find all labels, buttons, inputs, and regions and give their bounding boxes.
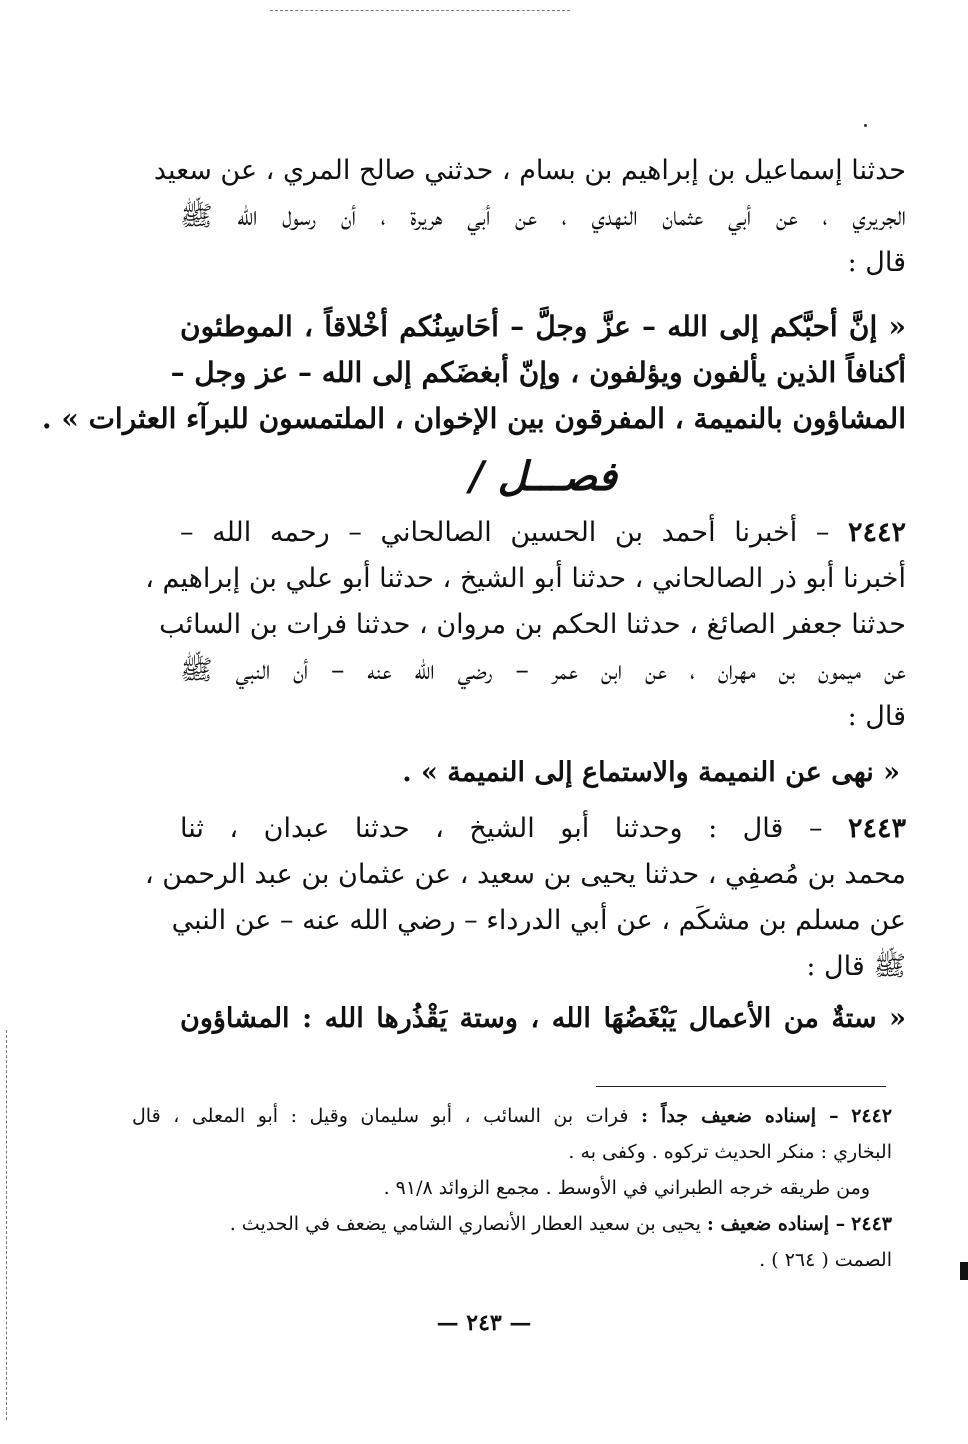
entry-number: ٢٤٤٢ [847,517,906,548]
text-line: عن ميمون بن مهران ، عن ابن عمر – رضي الله عنه – أن النبي ﷺ [180,655,906,686]
text-line: حدثنا جعفر الصائغ ، حدثنا الحكم بن مروان ، حدثنا فرات بن السائب [159,609,906,640]
right-edge-mark [960,1262,968,1280]
text-line: حدثنا إسماعيل بن إبراهيم بن بسام ، حدثني صالح المري ، عن سعيد [153,155,906,186]
footnote-label: – إسناده ضعيف : [706,1213,846,1235]
entry-2442 [145,510,906,796]
text-line: قال : [847,247,906,278]
left-margin-marks [6,1030,9,1420]
footnote-number: ٢٤٤٣ [851,1213,892,1235]
entry-number: ٢٤٤٣ [847,813,906,844]
scan-speck [864,124,867,127]
entry-2443 [144,806,906,1042]
hadith-line: « إنَّ أحبَّكم إلى الله – عزَّ وجلَّ – أحَاسِنُكم أخْلاقاً ، الموطئون [180,310,906,343]
page-number: — ٢٤٣ — [436,1310,532,1336]
text-line: ﷺ قال : [806,951,906,982]
text-line: أخبرنا أبو ذر الصالحاني ، حدثنا أبو الشيخ ، حدثنا أبو علي بن إبراهيم ، [145,563,906,594]
footnote-text: ومن طريقه خرجه الطبراني في الأوسط . مجمع الزوائد ٩١/٨ . [383,1177,870,1199]
footnote-separator [596,1086,886,1087]
paragraph-isnad-1 [153,148,906,286]
footnote-2443 [132,1206,892,1242]
hadith-text-2: « نهى عن النميمة والاستماع إلى النميمة » . [402,757,900,788]
footnote-text: الصمت ( ٢٦٤ ) . [759,1249,892,1271]
hadith-text-3: « ستةٌ من الأعمال يَبْغَضُهَا الله ، وستة يَقْذُرها الله : المشاؤون [180,1003,906,1034]
text-line: الجريري ، عن أبي عثمان النهدي ، عن أبي هريرة ، أن رسول الله ﷺ [180,201,906,232]
footnote-label: – إسناده ضعيف جداً : [640,1105,839,1127]
footnote-2442 [132,1098,892,1134]
footnote-text: البخاري : منكر الحديث تركوه . وكفى به . [568,1141,892,1163]
footnote-text: يحيى بن سعيد العطار الأنصاري الشامي يضعف في الحديث . [229,1213,701,1235]
text-line: – أخبرنا أحمد بن الحسين الصالحاني – رحمه الله – [180,517,830,548]
main-text [41,148,906,1042]
text-line: محمد بن مُصفِي ، حدثنا يحيى بن سعيد ، عن عثمان بن عبد الرحمن ، [144,859,906,890]
footnote-text: فرات بن السائب ، أبو سليمان وقيل : أبو المعلى ، قال [132,1105,629,1127]
footnote-number: ٢٤٤٢ [851,1105,893,1127]
text-line: قال : [847,701,906,732]
text-line: عن مسلم بن مشكَم ، عن أبي الدرداء – رضي الله عنه – عن النبي [171,905,906,936]
footnotes [132,1098,892,1278]
section-heading: فصـــل / [469,453,617,500]
hadith-line: المشاؤون بالنميمة ، المفرقون بين الإخوان ، الملتمسون للبرآء العثرات » . [41,402,906,435]
hadith-line: أكنافاً الذين يألفون ويؤلفون ، وإنّ أبغضَكم إلى الله – عز وجل – [170,356,906,389]
top-dashed-rule [270,10,570,11]
text-line: – قال : وحدثنا أبو الشيخ ، حدثنا عبدان ، ثنا [180,813,823,844]
hadith-text-1 [41,304,906,442]
